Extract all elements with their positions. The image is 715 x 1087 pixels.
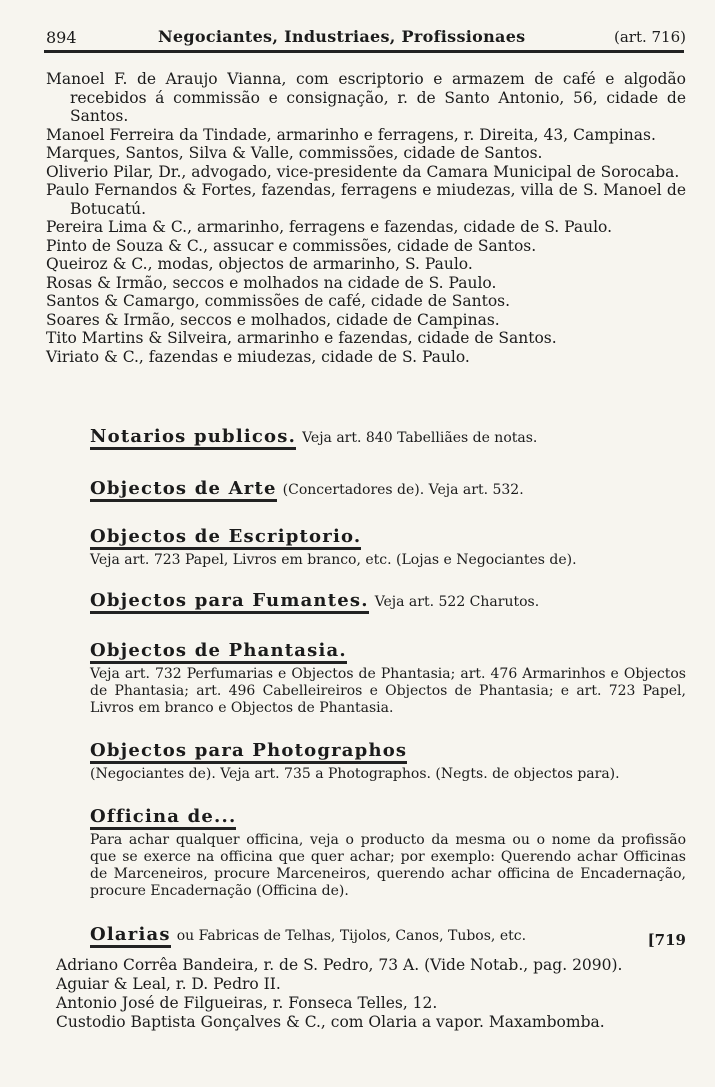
entry: Oliverio Pilar, Dr., advogado, vice-presidente da Camara Municipal de Sorocaba. (46, 162, 680, 181)
entry: Manoel Ferreira da Tindade, armarinho e ferragens, r. Direita, 43, Campinas. (46, 125, 656, 144)
header-rule (44, 50, 684, 53)
page-number: 894 (46, 28, 77, 47)
section-heading: Objectos para Photographos (90, 742, 407, 764)
section-escriptorio (90, 528, 686, 569)
section-heading: Objectos de Phantasia. (90, 642, 347, 664)
olarias-entries (56, 956, 686, 1032)
section-phantasia (90, 642, 686, 717)
entry: Viriato & C., fazendas e miudezas, cidade de S. Paulo. (46, 347, 470, 366)
entry: Adriano Corrêa Bandeira, r. de S. Pedro, 73 A. (Vide Notab., pag. 2090). (56, 956, 623, 974)
section-text: Veja art. 732 Perfumarias e Objectos de Phantasia; art. 476 Armarinhos e Objectos de Phantasia; art. 496 Cabelleireiros e Objectos de Phantasia; e art. 723 Papel, Livros em branco e Objectos de Phantasia. (90, 666, 686, 716)
section-heading: Objectos de Escriptorio. (90, 528, 361, 550)
section-heading: Officina de... (90, 808, 236, 830)
entry: Pinto de Souza & C., assucar e commissões, cidade de Santos. (46, 236, 537, 255)
entry: Queiroz & C., modas, objectos de armarinho, S. Paulo. (46, 255, 473, 273)
entry: Marques, Santos, Silva & Valle, commissões, cidade de Santos. (46, 144, 543, 162)
section-arte (90, 480, 686, 502)
section-text: Veja art. 522 Charutos. (374, 594, 540, 610)
entry: Manoel F. de Araujo Vianna, com escriptorio e armazem de café e algodão recebidos á commissão e consignação, r. de Santo Antonio, 56, cidade de Santos. (46, 70, 686, 125)
entry: Pereira Lima & C., armarinho, ferragens e fazendas, cidade de S. Paulo. (46, 218, 613, 236)
section-text: (Concertadores de). Veja art. 532. (282, 482, 524, 498)
entry: Antonio José de Filgueiras, r. Fonseca Telles, 12. (56, 994, 438, 1012)
entry: Tito Martins & Silveira, armarinho e fazendas, cidade de Santos. (46, 329, 557, 347)
entry: Custodio Baptista Gonçalves & C., com Olaria a vapor. Maxambomba. (56, 1013, 605, 1031)
article-number: [719 (647, 931, 686, 949)
entry: Aguiar & Leal, r. D. Pedro II. (56, 975, 281, 993)
section-notarios (90, 428, 686, 450)
section-officina (90, 808, 686, 900)
section-olarias (90, 926, 686, 948)
section-text: ou Fabricas de Telhas, Tijolos, Canos, Tubos, etc. (176, 928, 527, 944)
section-photographos (90, 742, 686, 783)
section-heading: Notarios publicos. (90, 428, 296, 450)
section-heading: Olarias (90, 926, 171, 948)
section-text: Veja art. 723 Papel, Livros em branco, etc. (Lojas e Negociantes de). (90, 552, 577, 568)
section-text: (Negociantes de). Veja art. 735 a Photographos. (Negts. de objectos para). (90, 766, 620, 782)
entry: Paulo Fernandos & Fortes, fazendas, ferragens e miudezas, villa de S. Manoel de Botucatú. (46, 181, 686, 218)
entry: Rosas & Irmão, seccos e molhados na cidade de S. Paulo. (46, 273, 497, 292)
running-title: Negociantes, Industriaes, Profissionaes (158, 27, 526, 46)
page-header (46, 26, 686, 50)
section-heading: Objectos para Fumantes. (90, 592, 369, 614)
section-text: Veja art. 840 Tabelliães de notas. (302, 430, 538, 446)
section-fumantes (90, 592, 686, 614)
article-range: (art. 716) (613, 28, 686, 46)
entry: Santos & Camargo, commissões de café, cidade de Santos. (46, 292, 511, 310)
directory-entries (46, 70, 686, 366)
entry: Soares & Irmão, seccos e molhados, cidade de Campinas. (46, 310, 500, 329)
section-text: Para achar qualquer officina, veja o producto da mesma ou o nome da profissão que se exerce na officina que quer achar; por exemplo: Querendo achar Officinas de Marceneiros, procure Marceneiros, querendo achar officina de Encadernação, procure Encadernação (Officina de). (90, 832, 686, 899)
section-heading: Objectos de Arte (90, 480, 277, 502)
